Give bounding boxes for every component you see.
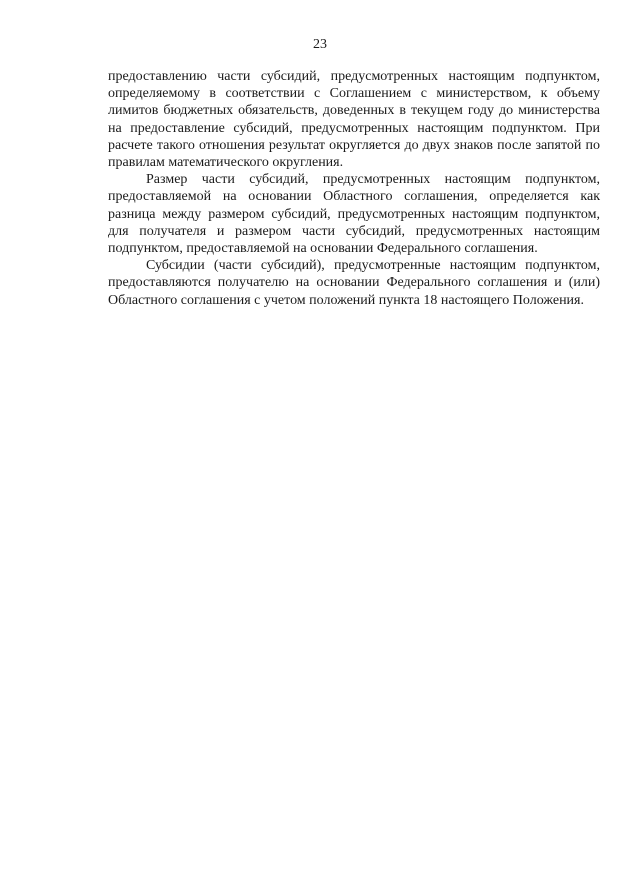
paragraph-continuation: предоставлению части субсидий, предусмотренных настоящим подпунктом, определяемому в соответствии с Соглашением с министерством, к объему лимитов бюджетных обязательств, доведенных в текущем году до министерства на предоставление субсидий, предусмотренных настоящим подпунктом. При расчете такого отношения результат округляется до двух знаков после запятой по правилам математического округления. (108, 69, 600, 171)
paragraph-regional-share-size: Размер части субсидий, предусмотренных настоящим подпунктом, предоставляемой на основании Областного соглашения, определяется как разница между размером субсидий, предусмотренных настоящим подпунктом, для получателя и размером части субсидий, предусмотренных настоящим подпунктом, предоставляемой на основании Федерального соглашения. (108, 172, 600, 257)
page-number: 23 (313, 37, 327, 52)
document-body (108, 68, 600, 309)
paragraph-subsidy-basis: Субсидии (части субсидий), предусмотренные настоящим подпунктом, предоставляются получателю на основании Федерального соглашения и (или) Областного соглашения с учетом положений пункта 18 настоящего Положения. (108, 258, 600, 308)
